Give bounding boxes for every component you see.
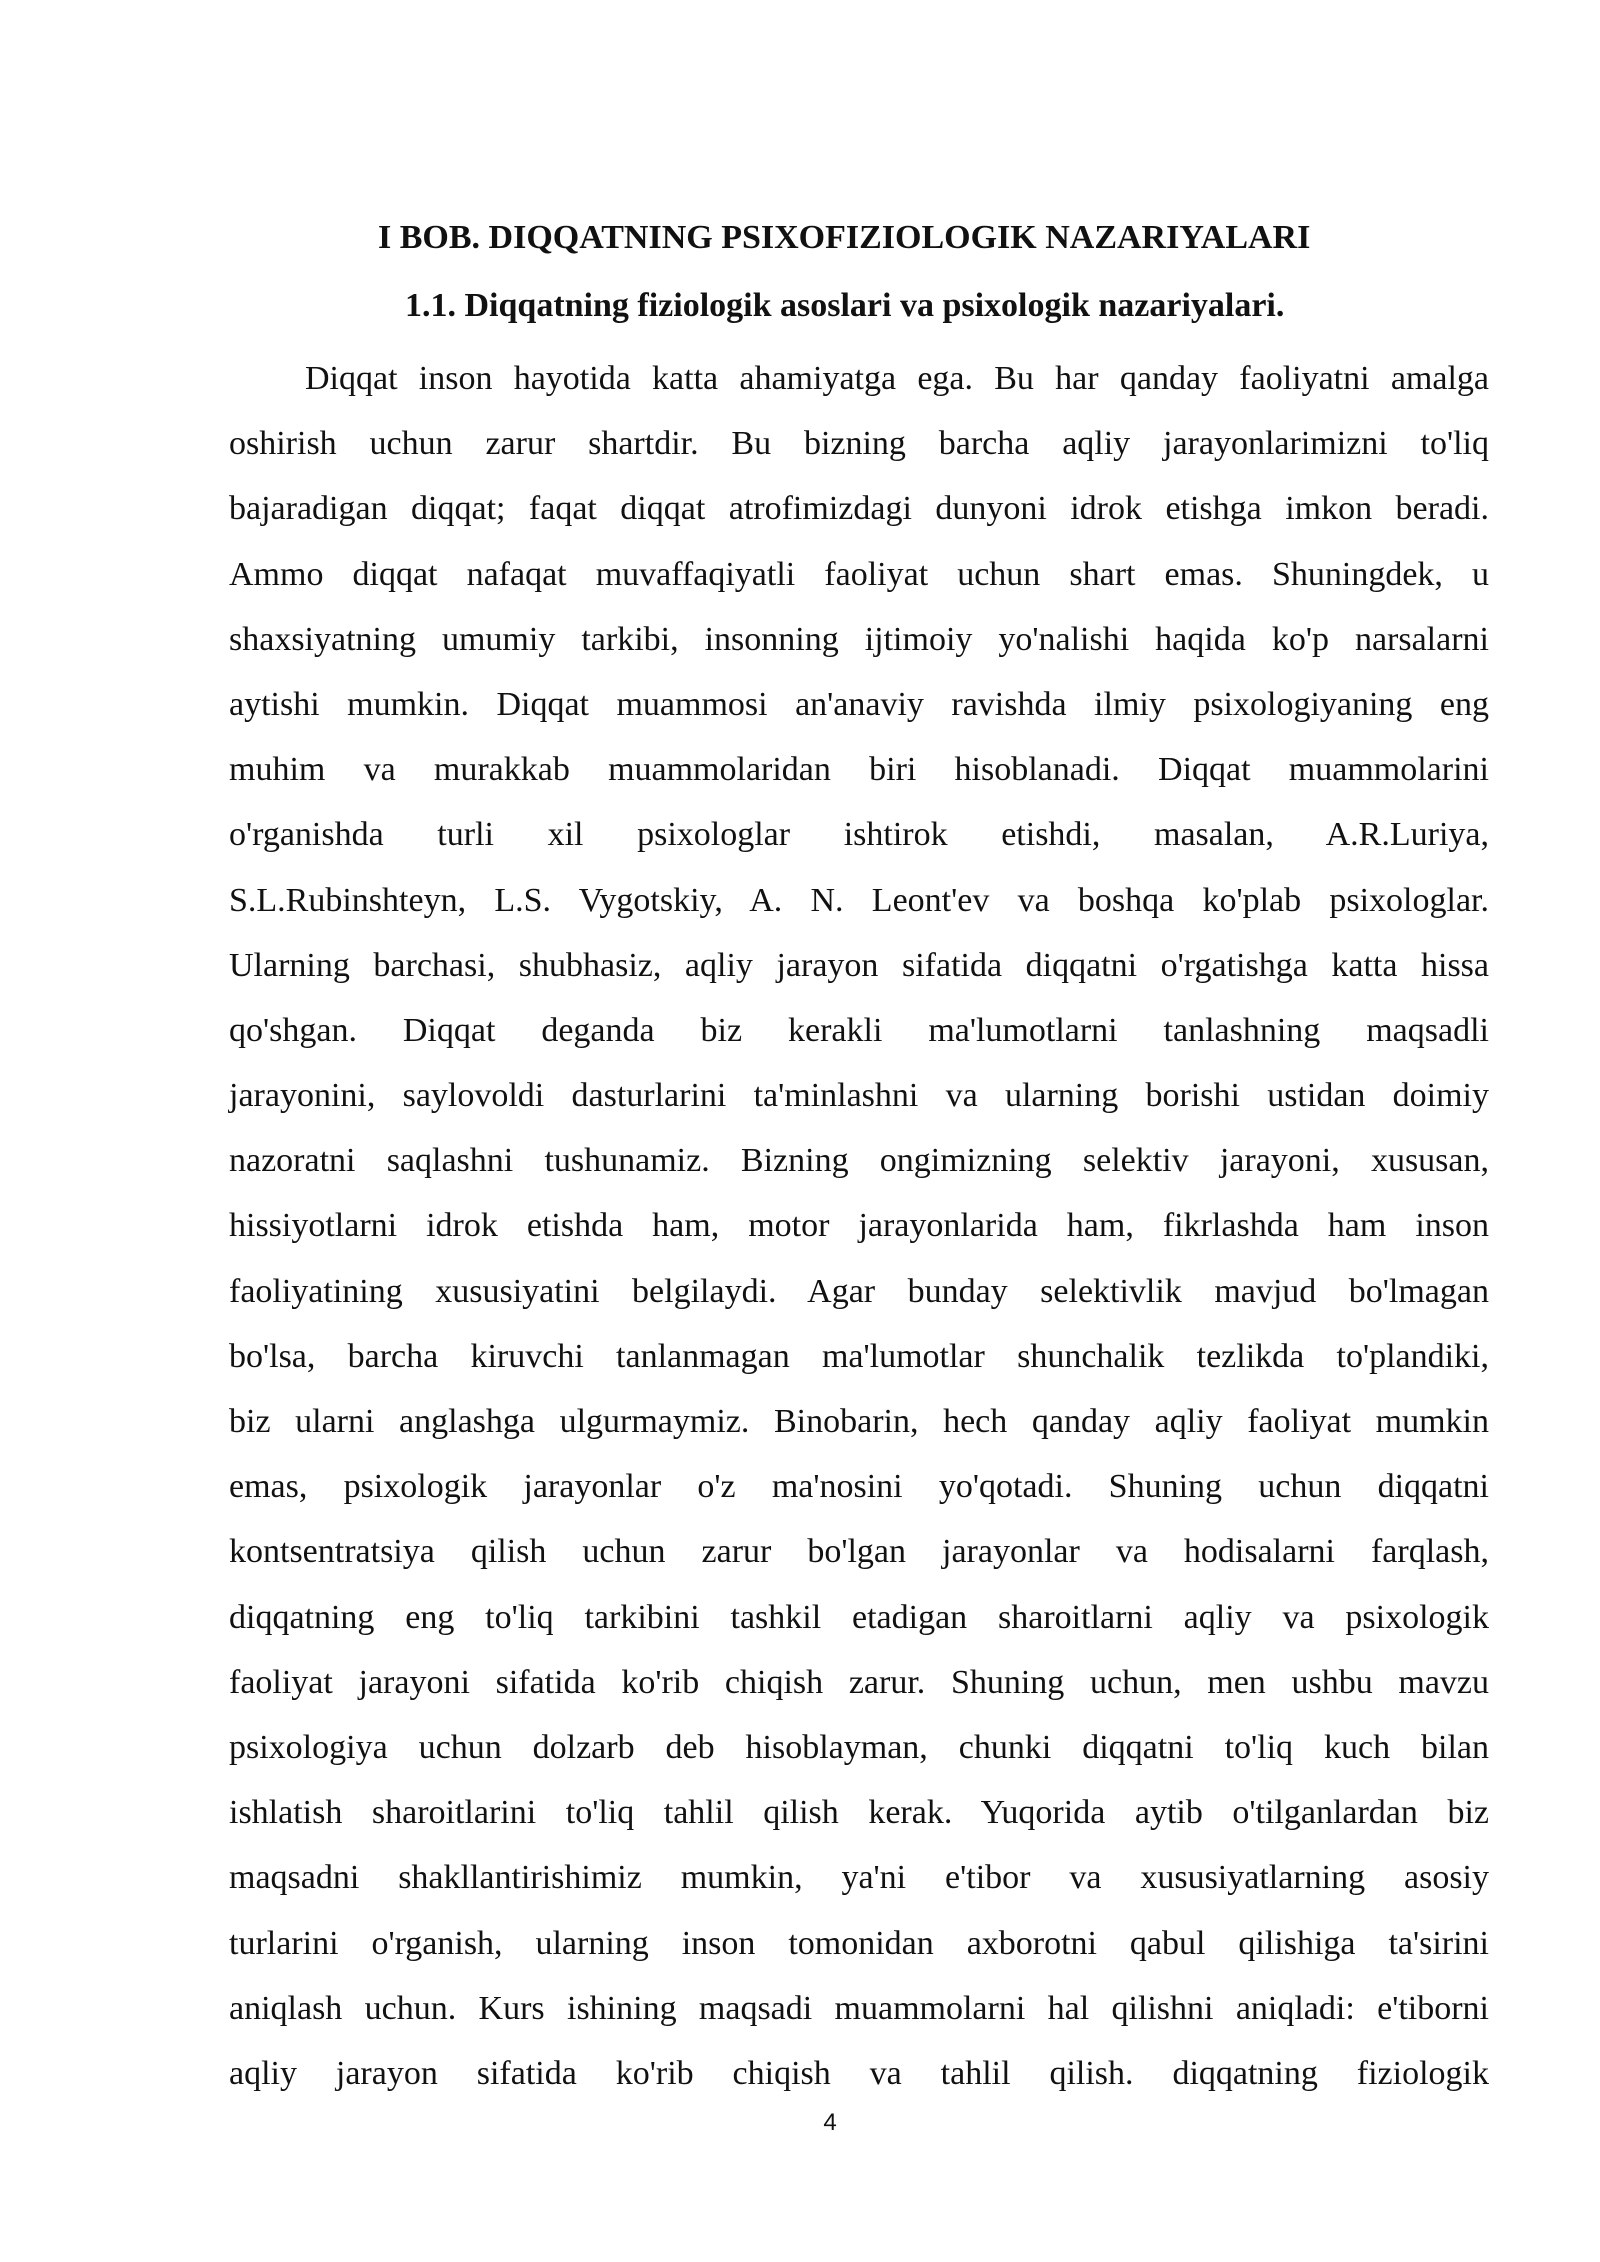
paragraph-line: oshirish uchun zarur shartdir. Bu bizning barcha aqliy jarayonlarimizni to'liq <box>229 425 1489 463</box>
section-title: 1.1. Diqqatning fiziologik asoslari va psixologik nazariyalari. <box>405 287 1285 324</box>
paragraph-line: faoliyat jarayoni sifatida ko'rib chiqish zarur. Shuning uchun, men ushbu mavzu <box>229 1663 1489 1701</box>
paragraph-line: aytishi mumkin. Diqqat muammosi an'anaviy ravishda ilmiy psixologiyaning eng <box>229 685 1489 723</box>
paragraph-line: hissiyotlarni idrok etishda ham, motor jarayonlarida ham, fikrlashda ham inson <box>229 1207 1489 1245</box>
paragraph-line: muhim va murakkab muammolaridan biri hisoblanadi. Diqqat muammolarini <box>229 751 1489 789</box>
paragraph-line: biz ularni anglashga ulgurmaymiz. Binobarin, hech qanday aqliy faoliyat mumkin <box>229 1403 1489 1440</box>
paragraph-line: Diqqat inson hayotida katta ahamiyatga ega. Bu har qanday faoliyatni amalga <box>305 360 1489 397</box>
paragraph-line: bo'lsa, barcha kiruvchi tanlanmagan ma'lumotlar shunchalik tezlikda to'plandiki, <box>229 1337 1489 1375</box>
page-number: 4 <box>823 2109 837 2136</box>
paragraph-line: shaxsiyatning umumiy tarkibi, insonning ijtimoiy yo'nalishi haqida ko'p narsalarni <box>229 620 1489 658</box>
paragraph-line: Ularning barchasi, shubhasiz, aqliy jarayon sifatida diqqatni o'rgatishga katta hissa <box>229 946 1489 984</box>
paragraph-line: maqsadni shakllantirishimiz mumkin, ya'ni e'tibor va xususiyatlarning asosiy <box>229 1859 1489 1897</box>
paragraph-line: ishlatish sharoitlarini to'liq tahlil qilish kerak. Yuqorida aytib o'tilganlardan biz <box>229 1794 1489 1832</box>
paragraph-line: Ammo diqqat nafaqat muvaffaqiyatli faoliyat uchun shart emas. Shuningdek, u <box>229 555 1489 593</box>
paragraph-line: emas, psixologik jarayonlar o'z ma'nosini yo'qotadi. Shuning uchun diqqatni <box>229 1468 1489 1506</box>
paragraph-line: psixologiya uchun dolzarb deb hisoblayman, chunki diqqatni to'liq kuch bilan <box>229 1728 1489 1766</box>
paragraph-line: kontsentratsiya qilish uchun zarur bo'lgan jarayonlar va hodisalarni farqlash, <box>229 1533 1489 1571</box>
paragraph-line: aqliy jarayon sifatida ko'rib chiqish va tahlil qilish. diqqatning fiziologik <box>229 2054 1489 2092</box>
paragraph-line: bajaradigan diqqat; faqat diqqat atrofimizdagi dunyoni idrok etishga imkon beradi. <box>229 490 1489 528</box>
paragraph-line: qo'shgan. Diqqat deganda biz kerakli ma'lumotlarni tanlashning maqsadli <box>229 1011 1489 1049</box>
paragraph-line: S.L.Rubinshteyn, L.S. Vygotskiy, A. N. Leont'ev va boshqa ko'plab psixologlar. <box>229 881 1489 919</box>
chapter-title: I BOB. DIQQATNING PSIXOFIZIOLOGIK NAZARIYALARI <box>378 219 1311 256</box>
paragraph-line: faoliyatining xususiyatini belgilaydi. Agar bunday selektivlik mavjud bo'lmagan <box>229 1272 1489 1310</box>
paragraph-line: o'rganishda turli xil psixologlar ishtirok etishdi, masalan, A.R.Luriya, <box>229 816 1489 854</box>
paragraph-line: jarayonini, saylovoldi dasturlarini ta'minlashni va ularning borishi ustidan doimiy <box>229 1077 1489 1115</box>
paragraph-line: nazoratni saqlashni tushunamiz. Bizning ongimizning selektiv jarayoni, xususan, <box>229 1142 1489 1180</box>
paragraph-line: diqqatning eng to'liq tarkibini tashkil etadigan sharoitlarni aqliy va psixologik <box>229 1598 1489 1636</box>
paragraph-line: turlarini o'rganish, ularning inson tomonidan axborotni qabul qilishiga ta'sirini <box>229 1924 1489 1962</box>
paragraph-line: aniqlash uchun. Kurs ishining maqsadi muammolarni hal qilishni aniqladi: e'tiborni <box>229 1989 1489 2027</box>
body-paragraph <box>229 346 1489 2106</box>
